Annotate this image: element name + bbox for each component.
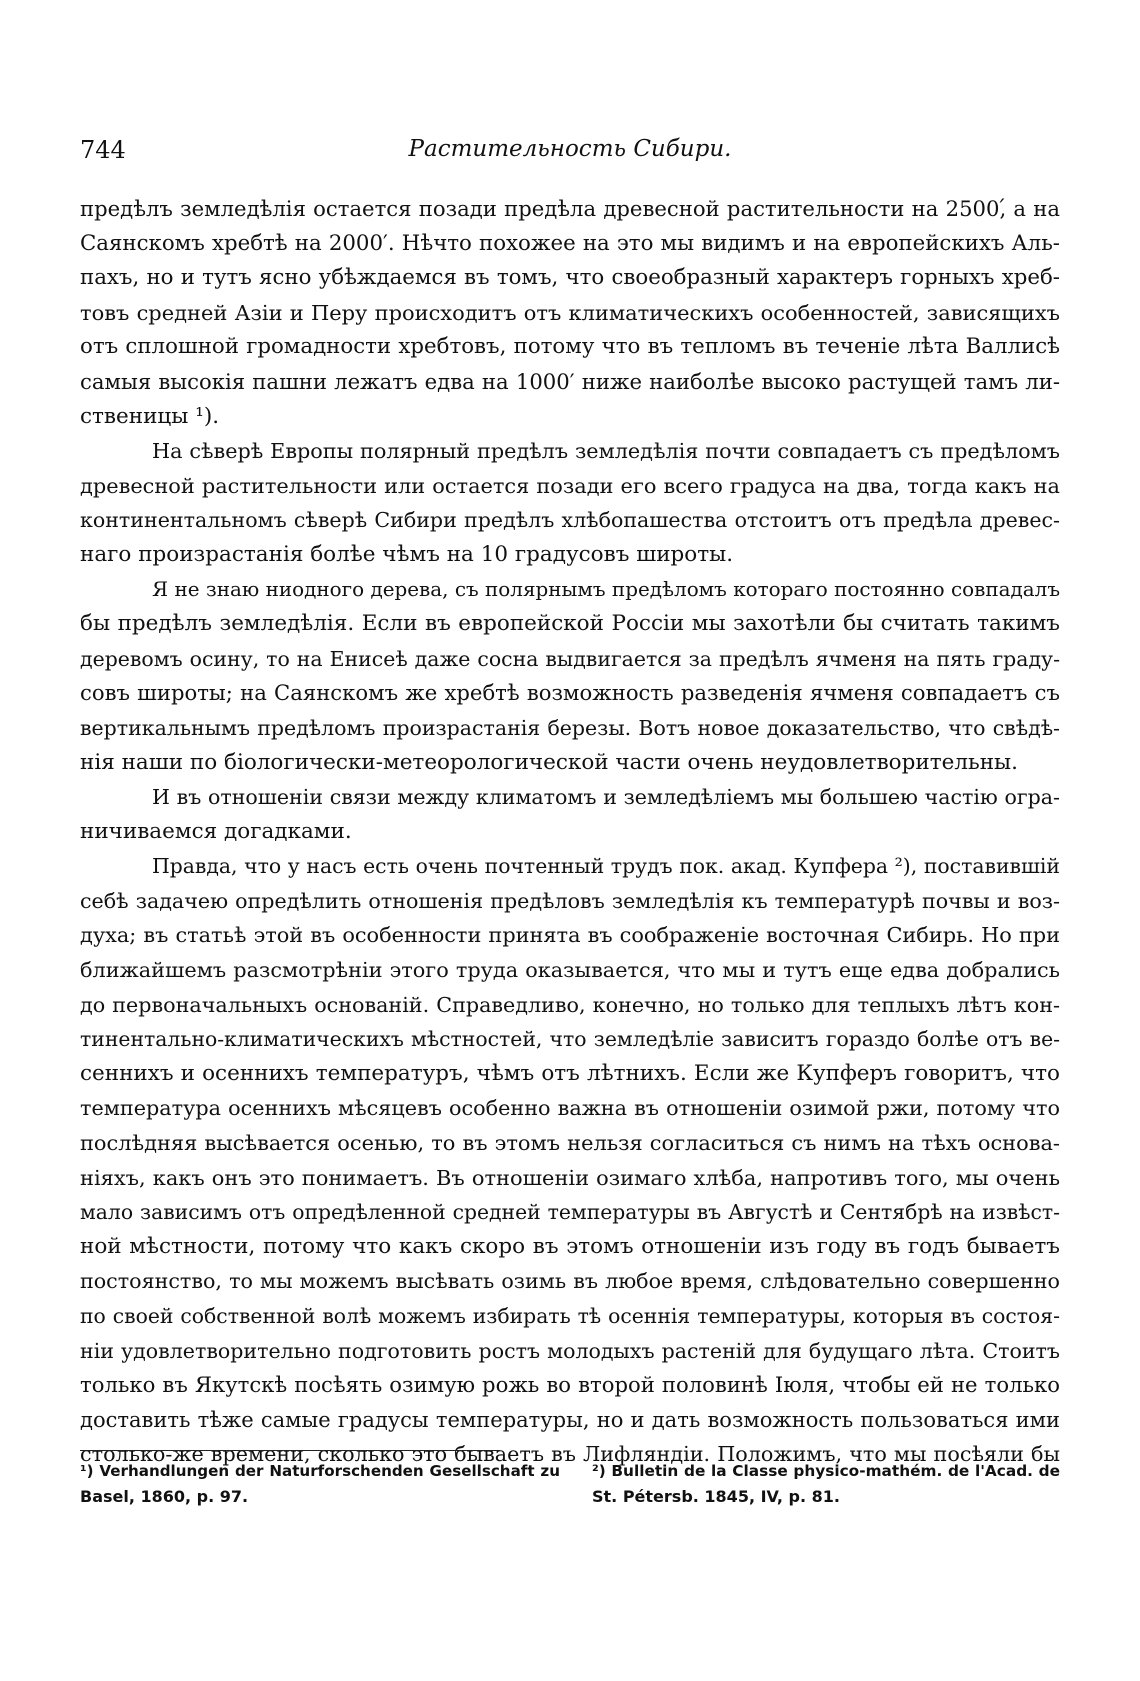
paragraph-1: [80, 192, 1060, 434]
footnote-line: ²) Bulletin de la Classe physico-mathém. de l'Acad. de: [592, 1462, 1060, 1480]
text-line: ближайшемъ разсмотрѣніи этого труда оказывается, что мы и тутъ еще едва добрались: [80, 958, 1060, 983]
paragraph-2: [80, 434, 1060, 572]
text-line: ничиваемся догадками.: [80, 818, 352, 844]
text-line: ніи удовлетворительно подготовить ростъ молодыхъ растеній для будущаго лѣта. Стоитъ: [80, 1338, 1060, 1363]
page-number: 744: [80, 136, 126, 164]
text-line: пахъ, но и тутъ ясно убѣждаемся въ томъ, что своеобразный характеръ горныхъ хреб-: [80, 265, 1060, 291]
text-line: нія наши по біологически-метеорологической части очень неудовлетворительны.: [80, 749, 1018, 775]
text-line: Правда, что у насъ есть очень почтенный трудъ пок. акад. Купфера ²), поставившій: [152, 854, 1060, 879]
footnote-2: [592, 1458, 1060, 1510]
text-line: постоянство, то мы можемъ высѣвать озимь въ любое время, слѣдовательно совершенно: [80, 1269, 1060, 1294]
text-line: Я не знаю ниодного дерева, съ полярнымъ предѣломъ котораго постоянно совпадалъ: [152, 577, 1060, 601]
text-line: отъ сплошной громадности хребтовъ, потому что въ тепломъ въ теченіе лѣта Валлисѣ: [80, 334, 1060, 360]
text-line: На сѣверѣ Европы полярный предѣлъ земледѣлія почти совпадаетъ съ предѣломъ: [152, 439, 1060, 464]
text-line: самыя высокія пашни лежатъ едва на 1000′ ниже наиболѣе высоко растущей тамъ ли-: [80, 368, 1060, 394]
text-line: товъ средней Азіи и Перу происходитъ отъ климатическихъ особенностей, зависящихъ: [80, 300, 1060, 325]
footnote-line: Basel, 1860, p. 97.: [80, 1487, 249, 1506]
text-line: предѣлъ земледѣлія остается позади предѣла древесной растительности на 2500,́ а на: [80, 196, 1060, 221]
text-line: бы предѣлъ земледѣлія. Если въ европейской Россіи мы захотѣли бы считать такимъ: [80, 611, 1060, 637]
paragraph-5: [80, 849, 1060, 1472]
running-title: Растительность Сибири.: [408, 136, 732, 162]
paragraph-3: [80, 573, 1060, 781]
text-line: по своей собственной волѣ можемъ избирать тѣ осеннія температуры, которыя въ состоя-: [80, 1304, 1060, 1328]
text-line: древесной растительности или остается позади его всего градуса на два, тогда какъ на: [80, 473, 1060, 498]
text-line: себѣ задачею опредѣлить отношенія предѣловъ земледѣлія къ температурѣ почвы и воз-: [80, 888, 1060, 913]
text-line: ной мѣстности, потому что какъ скоро въ этомъ отношеніи изъ году въ годъ бываетъ: [80, 1233, 1060, 1259]
footnote-line: ¹) Verhandlungen der Naturforschenden Gesellschaft zu: [80, 1462, 560, 1480]
text-line: тинентально-климатическихъ мѣстностей, что земледѣліе зависитъ гораздо болѣе отъ ве-: [80, 1027, 1060, 1052]
text-line: только въ Якутскѣ посѣять озимую рожь во второй половинѣ Іюля, чтобы ей не только: [80, 1372, 1060, 1398]
footnote-divider: [80, 1450, 500, 1451]
text-line: столько-же времени, сколько это бываетъ въ Лифляндіи. Положимъ, что мы посѣяли бы: [80, 1442, 1060, 1467]
text-line: Саянскомъ хребтѣ на 2000′. Нѣчто похожее на это мы видимъ и на европейскихъ Аль-: [80, 230, 1060, 256]
text-line: послѣдняя высѣвается осенью, то въ этомъ нельзя согласиться съ нимъ на тѣхъ основа-: [80, 1131, 1060, 1156]
text-line: духа; въ статьѣ этой въ особенности принята въ соображеніе восточная Сибирь. Но при: [80, 923, 1060, 948]
text-line: до первоначальныхъ основаній. Справедливо, конечно, но только для теплыхъ лѣтъ кон-: [80, 992, 1060, 1017]
text-line: деревомъ осину, то на Енисеѣ даже сосна выдвигается за предѣлъ ячменя на пять граду-: [80, 646, 1060, 671]
text-line: вертикальнымъ предѣломъ произрастанія березы. Вотъ новое доказательство, что свѣдѣ-: [80, 715, 1060, 740]
text-line: мало зависимъ отъ опредѣленной средней температуры въ Августѣ и Сентябрѣ на извѣст-: [80, 1200, 1060, 1225]
footnote-line: St. Pétersb. 1845, IV, p. 81.: [592, 1487, 840, 1506]
footnote-1: [80, 1458, 560, 1510]
text-line: ніяхъ, какъ онъ это понимаетъ. Въ отношеніи озимаго хлѣба, напротивъ того, мы очень: [80, 1165, 1060, 1190]
text-line: доставить тѣже самые градусы температуры, но и дать возможность пользоваться ими: [80, 1406, 1060, 1432]
paragraph-4: [80, 780, 1060, 849]
body-text: [80, 192, 1060, 1472]
page-header: [80, 136, 1060, 176]
text-line: температура осеннихъ мѣсяцевъ особенно важна въ отношеніи озимой ржи, потому что: [80, 1096, 1060, 1121]
text-line: наго произрастанія болѣе чѣмъ на 10 градусовъ широты.: [80, 541, 734, 567]
text-line: И въ отношеніи связи между климатомъ и земледѣліемъ мы большею частію огра-: [152, 785, 1060, 810]
text-line: континентальномъ сѣверѣ Сибири предѣлъ хлѣбопашества отстоитъ отъ предѣла древес-: [80, 508, 1060, 533]
text-line: ственицы ¹).: [80, 403, 220, 429]
text-line: совъ широты; на Саянскомъ же хребтѣ возможность разведенія ячменя совпадаетъ съ: [80, 680, 1060, 706]
text-line: сеннихъ и осеннихъ температуръ, чѣмъ отъ лѣтнихъ. Если же Купферъ говоритъ, что: [80, 1060, 1060, 1086]
